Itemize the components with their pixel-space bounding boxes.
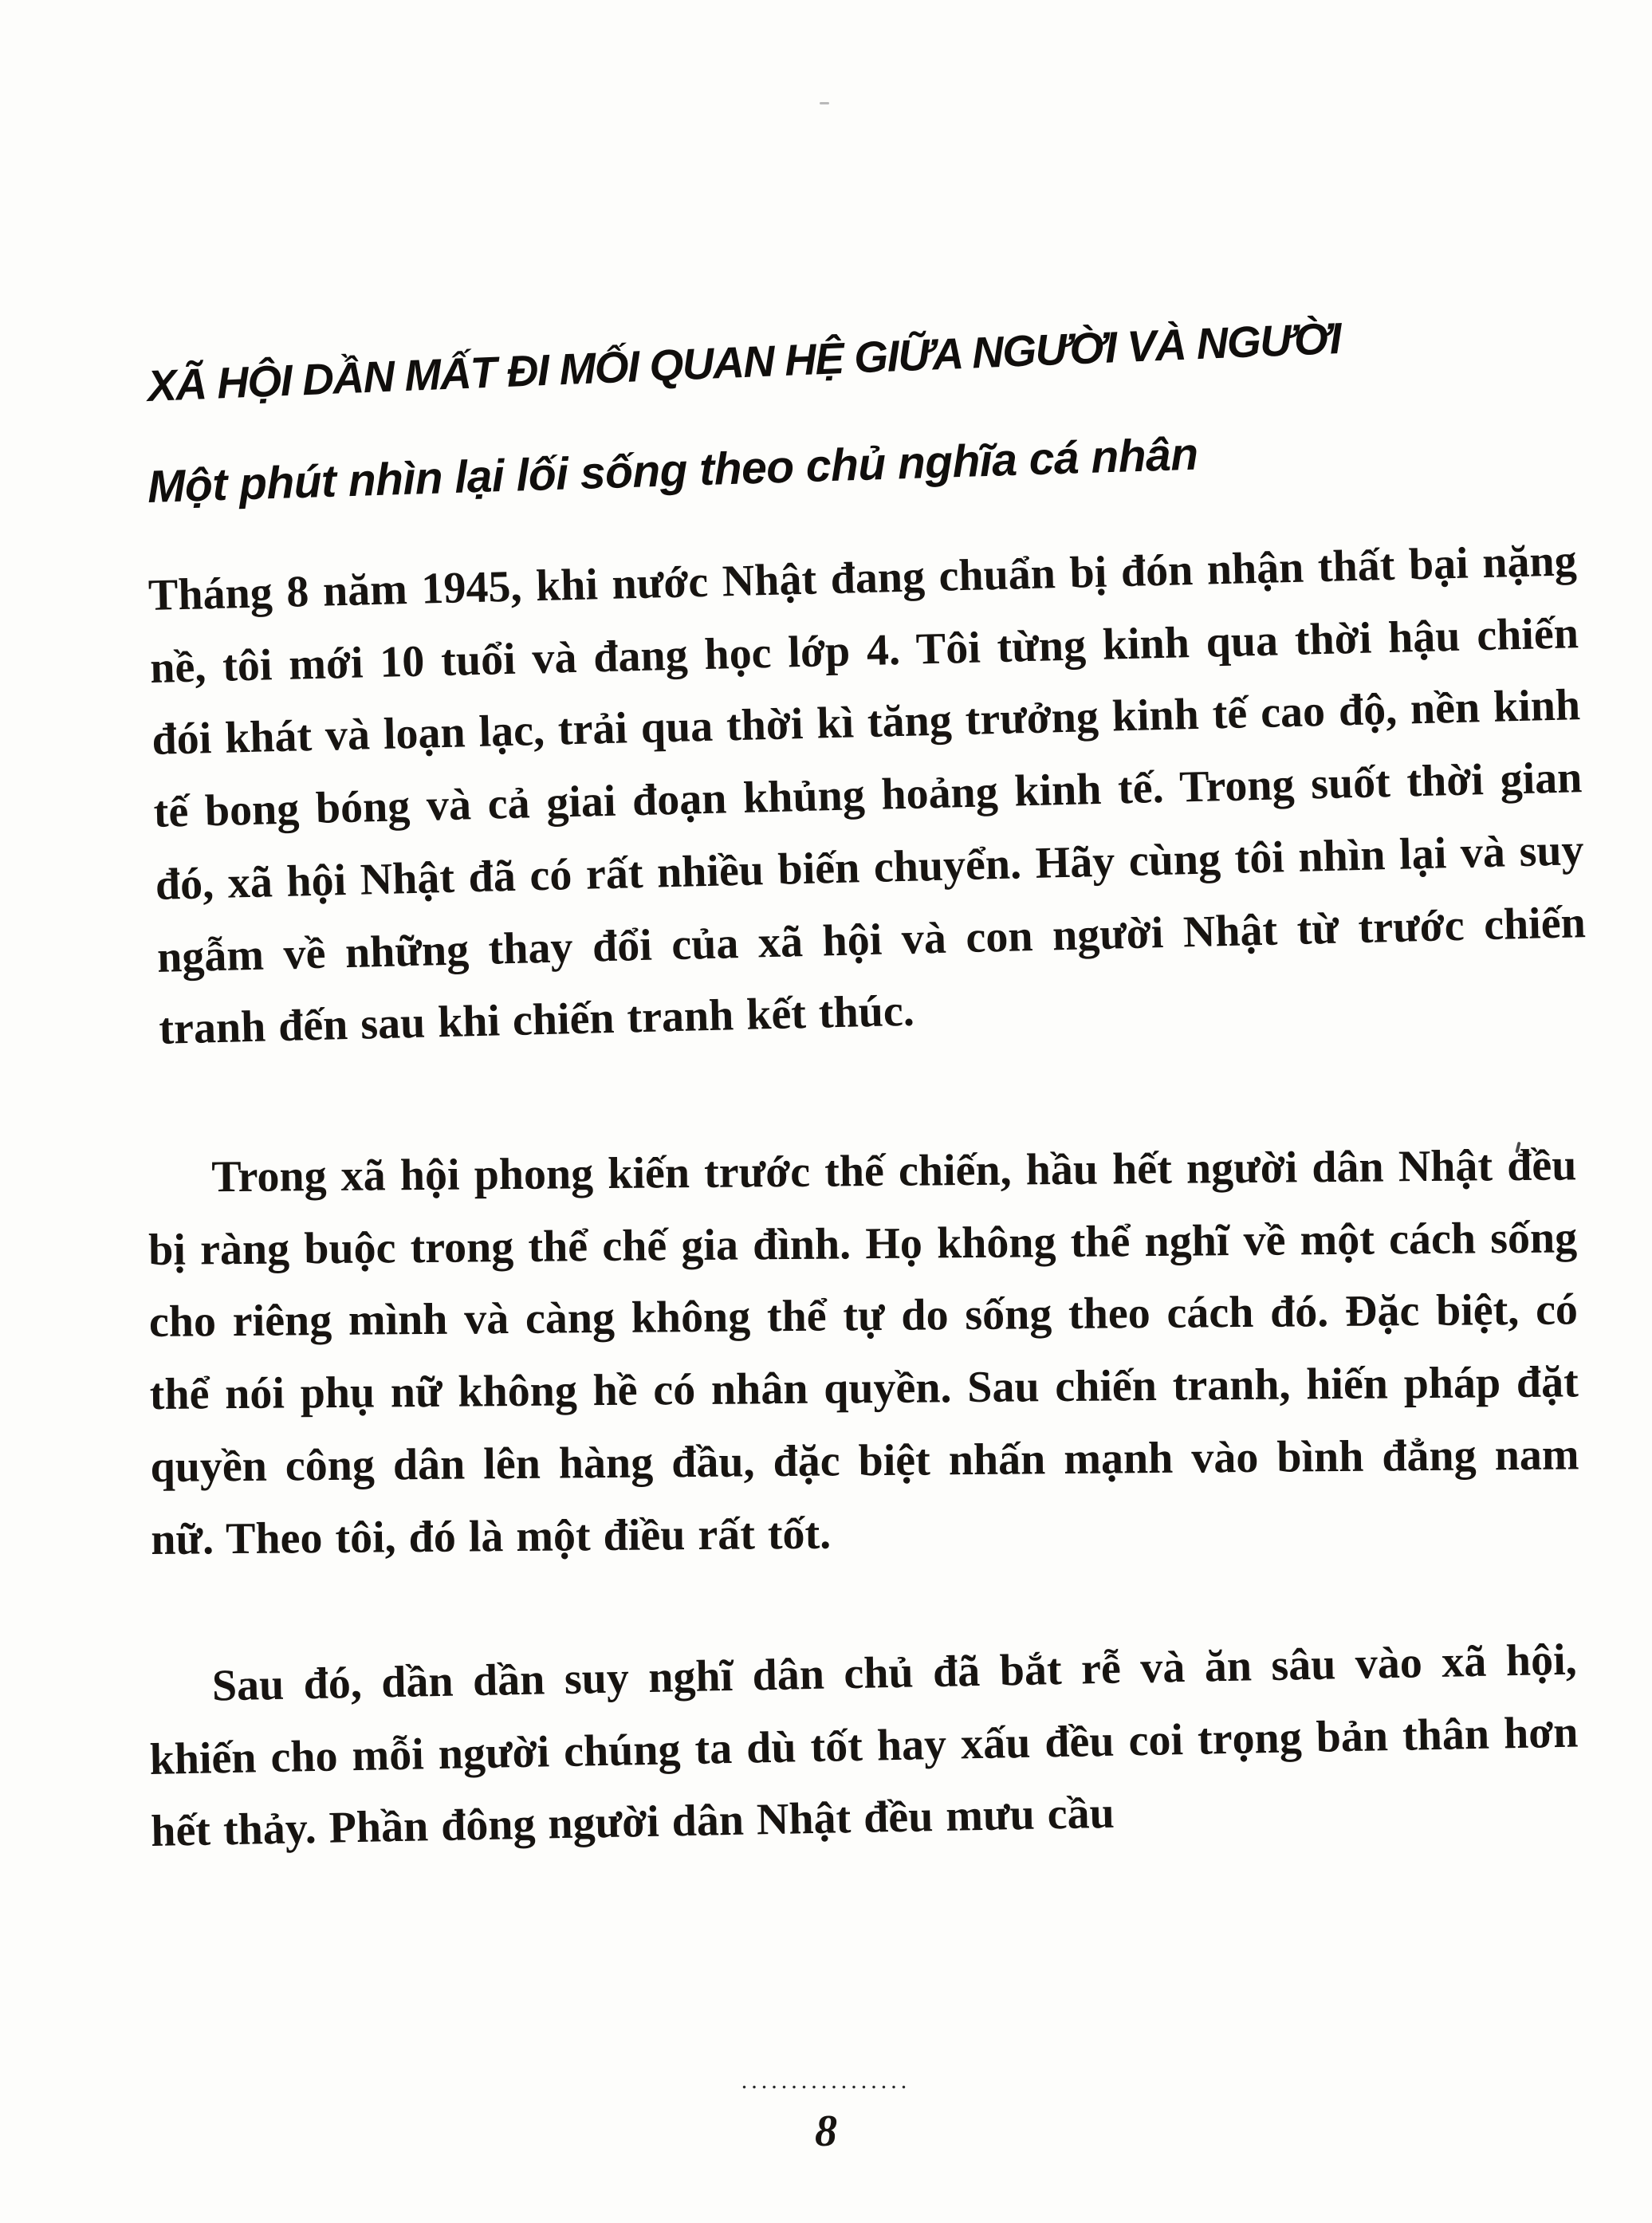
chapter-subtitle: Một phút nhìn lại lối sống theo chủ nghĩa cá nhân <box>146 428 1199 513</box>
paragraph: Trong xã hội phong kiến trước thế chiến, hầu hết người dân Nhật đều bị ràng buộc trong thể chế gia đình. Họ không thể nghĩ về một cách sống cho riêng mình và càng không thể tự do sống theo cách đó. Đặc biệt, có thể nói phụ nữ không hề có nhân quyền. Sau chiến tranh, hiến pháp đặt quyền công dân lên hàng đầu, đặc biệt nhấn mạnh vào bình đẳng nam nữ. Theo tôi, đó là một điều rất tốt. <box>148 1140 1579 1564</box>
scan-artifact-top <box>820 102 829 104</box>
paragraph: Tháng 8 năm 1945, khi nước Nhật đang chuẩn bị đón nhận thất bại nặng nề, tôi mới 10 tuổi và đang học lớp 4. Tôi từng kinh qua thời hậu chiến đói khát và loạn lạc, trải qua thời kì tăng trưởng kinh tế cao độ, nền kinh tế bong bóng và cả giai đoạn khủng hoảng kinh tế. Trong suốt thời gian đó, xã hội Nhật đã có rất nhiều biến chuyển. Hãy cùng tôi nhìn lại và suy ngẫm về những thay đổi của xã hội và con người Nhật từ trước chiến tranh đến sau khi chiến tranh kết thúc. <box>148 536 1587 1055</box>
page-number: 8 <box>815 2107 837 2156</box>
footer-divider-dots: ................. <box>741 2068 911 2094</box>
page-footer <box>112 2069 1540 2179</box>
body-text <box>148 536 1587 1869</box>
paragraph: Sau đó, dần dần suy nghĩ dân chủ đã bắt rễ và ăn sâu vào xã hội, khiến cho mỗi người chúng ta dù tốt hay xấu đều coi trọng bản thân hơn hết thảy. Phần đông người dân Nhật đều mưu cầu <box>149 1635 1579 1857</box>
chapter-title: XÃ HỘI DẦN MẤT ĐI MỐI QUAN HỆ GIỮA NGƯỜI VÀ NGƯỜI <box>146 313 1342 411</box>
